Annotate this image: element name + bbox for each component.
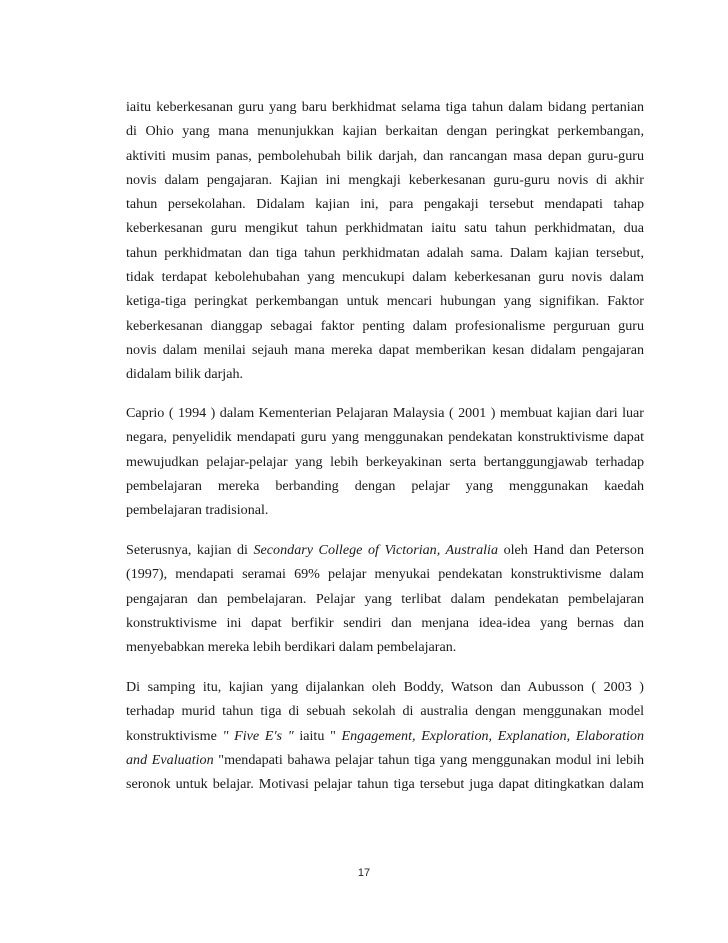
text-line: Caprio ( 1994 ) dalam Kementerian Pelajaran Malaysia ( 2001 ) membuat kajian dari luar	[126, 405, 644, 421]
text-line: (1997), mendapati seramai 69% pelajar menyukai pendekatan konstruktivisme dalam	[126, 566, 644, 583]
text-line: tahun perkhidmatan dan tiga tahun perkhidmatan adalah sama. Dalam kajian tersebut,	[126, 244, 644, 261]
text-line: menyebabkan mereka lebih berdikari dalam pembelajaran.	[126, 639, 457, 656]
paragraph-1	[126, 97, 644, 389]
text-line: ketiga-tiga peringkat perkembangan untuk mencari hubungan yang signifikan. Faktor	[126, 293, 644, 310]
text-line: aktiviti musim panas, pembolehubah bilik darjah, dan rancangan masa depan guru-guru	[126, 147, 644, 164]
text-line: didalam bilik darjah.	[126, 366, 244, 383]
text-line: keberkesanan guru mengikut tahun perkhidmatan iaitu satu tahun perkhidmatan, dua	[126, 220, 644, 237]
text-line: tidak terdapat kebolehubahan yang mencukupi dalam keberkesanan guru novis dalam	[126, 269, 644, 286]
text-line: mewujudkan pelajar-pelajar yang lebih berkeyakinan serta bertanggungjawab terhadap	[126, 453, 644, 470]
page-number: 17	[357, 867, 371, 879]
text-line: iaitu keberkesanan guru yang baru berkhidmat selama tiga tahun dalam bidang pertanian	[126, 99, 644, 115]
paragraph-2	[126, 403, 644, 524]
text-line: konstruktivisme ini dapat berfikir sendiri dan menjana idea-idea yang bernas dan	[126, 614, 644, 631]
text-line: keberkesanan dianggap sebagai faktor penting dalam profesionalisme perguruan guru	[126, 317, 644, 334]
text-line: Seterusnya, kajian di Secondary College of Victorian, Australia oleh Hand dan Peterson	[126, 542, 644, 558]
text-line: and Evaluation "mendapati bahawa pelajar tahun tiga yang menggunakan modul ini lebih	[126, 751, 644, 768]
text-line: novis dalam pengajaran. Kajian ini mengkaji keberkesanan guru-guru novis di akhir	[126, 171, 644, 188]
text-line: terhadap murid tahun tiga di sebuah sekolah di australia dengan menggunakan model	[126, 703, 644, 720]
text-line: konstruktivisme " Five E's " iaitu " Engagement, Exploration, Explanation, Elaboration	[126, 727, 644, 744]
text-line: Di samping itu, kajian yang dijalankan oleh Boddy, Watson dan Aubusson ( 2003 )	[126, 679, 644, 695]
text-line: pembelajaran tradisional.	[126, 502, 269, 519]
text-line: novis dalam menilai sejauh mana mereka dapat memberikan kesan didalam pengajaran	[126, 341, 644, 358]
text-line: seronok untuk belajar. Motivasi pelajar tahun tiga tersebut juga dapat ditingkatkan dalam	[126, 776, 644, 793]
paragraph-4	[126, 677, 644, 798]
text-line: pengajaran dan pembelajaran. Pelajar yang terlibat dalam pendekatan pembelajaran	[126, 590, 644, 607]
text-line: di Ohio yang mana menunjukkan kajian berkaitan dengan peringkat perkembangan,	[126, 123, 644, 140]
text-line: tahun persekolahan. Didalam kajian ini, para pengakaji tersebut mendapati tahap	[126, 196, 644, 213]
paragraph-3	[126, 540, 644, 661]
text-line: pembelajaran mereka berbanding dengan pelajar yang menggunakan kaedah	[126, 477, 644, 494]
text-line: negara, penyelidik mendapati guru yang menggunakan pendekatan konstruktivisme dapat	[126, 429, 644, 446]
